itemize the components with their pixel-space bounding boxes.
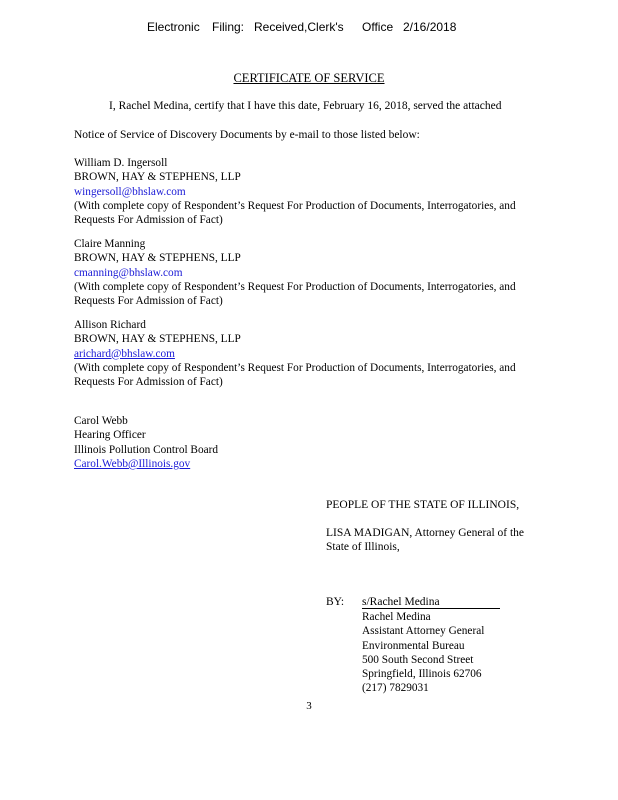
recipient-email-link[interactable]: wingersoll@bhslaw.com xyxy=(74,185,186,198)
electronic-signature: s/Rachel Medina xyxy=(362,596,500,609)
recipient-block xyxy=(74,156,516,227)
recipient-note: (With complete copy of Respondent’s Request For Production of Documents, Interrogatories, and xyxy=(74,199,516,212)
document-title: CERTIFICATE OF SERVICE xyxy=(233,71,385,85)
stamp-office: Office xyxy=(362,20,394,34)
hearing-officer-board: Illinois Pollution Control Board xyxy=(74,443,219,456)
by-label: BY: xyxy=(326,596,345,608)
signer-title: Assistant Attorney General xyxy=(362,625,485,638)
recipient-firm: BROWN, HAY & STEPHENS, LLP xyxy=(74,171,241,184)
recipient-name: Allison Richard xyxy=(74,319,146,331)
hearing-officer-email-link[interactable]: Carol.Webb@Illinois.gov xyxy=(74,457,191,470)
intro-line-1: I, Rachel Medina, certify that I have this date, February 16, 2018, served the attached xyxy=(109,100,502,112)
recipient-note: Requests For Admission of Fact) xyxy=(74,295,223,308)
recipient-firm: BROWN, HAY & STEPHENS, LLP xyxy=(74,333,241,346)
hearing-officer-name: Carol Webb xyxy=(74,415,128,427)
recipient-note: Requests For Admission of Fact) xyxy=(74,376,223,389)
party-name: PEOPLE OF THE STATE OF ILLINOIS, xyxy=(326,499,520,511)
signer-details xyxy=(362,610,484,696)
recipient-note: (With complete copy of Respondent’s Request For Production of Documents, Interrogatories, and xyxy=(74,361,516,374)
attorney-general-line-1: LISA MADIGAN, Attorney General of the xyxy=(326,527,525,539)
signer-street: 500 South Second Street xyxy=(362,653,474,666)
recipient-firm: BROWN, HAY & STEPHENS, LLP xyxy=(74,252,241,265)
recipient-block xyxy=(74,318,516,389)
recipient-email-link[interactable]: arichard@bhslaw.com xyxy=(74,347,175,360)
recipient-note: (With complete copy of Respondent’s Request For Production of Documents, Interrogatories, and xyxy=(74,280,516,293)
stamp-filing: Filing: xyxy=(212,20,245,34)
stamp-received: Received,Clerk's xyxy=(254,20,344,34)
recipient-note: Requests For Admission of Fact) xyxy=(74,214,223,227)
signature-line xyxy=(362,596,500,609)
attorney-general-line-2: State of Illinois, xyxy=(326,541,400,553)
recipient-name: William D. Ingersoll xyxy=(74,157,168,169)
recipient-email-link[interactable]: cmanning@bhslaw.com xyxy=(74,266,183,279)
stamp-date: 2/16/2018 xyxy=(403,20,457,34)
signer-city: Springfield, Illinois 62706 xyxy=(362,668,482,681)
page-number: 3 xyxy=(306,700,312,712)
recipient-name: Claire Manning xyxy=(74,238,146,250)
signer-name: Rachel Medina xyxy=(362,611,431,623)
recipient-block xyxy=(74,237,516,308)
hearing-officer-block xyxy=(74,414,218,471)
intro-line-2: Notice of Service of Discovery Documents by e-mail to those listed below: xyxy=(74,129,420,141)
hearing-officer-title: Hearing Officer xyxy=(74,429,146,442)
signer-bureau: Environmental Bureau xyxy=(362,639,465,652)
stamp-electronic: Electronic xyxy=(147,20,200,34)
signer-phone: (217) 7829031 xyxy=(362,682,429,695)
